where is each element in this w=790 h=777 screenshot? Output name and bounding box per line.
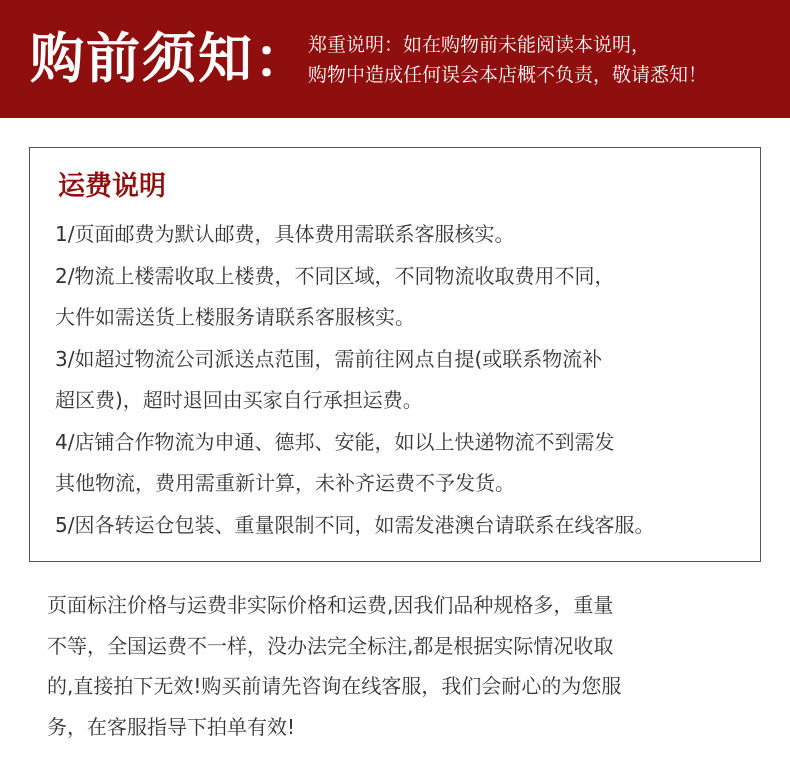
shipping-line: 4/店铺合作物流为申通、德邦、安能，如以上快递物流不到需发 [55, 429, 615, 454]
shipping-info-box [29, 147, 761, 562]
shipping-title: 运费说明 [58, 171, 166, 202]
shipping-line: 超区费)，超时退回由买家自行承担运费。 [55, 388, 423, 412]
notice-line: 购物中造成任何误会本店概不负责，敬请悉知！ [308, 64, 708, 86]
price-disclaimer [47, 585, 767, 747]
shipping-line: 大件如需送货上楼服务请联系客服核实。 [55, 305, 415, 329]
shipping-line: 其他物流，费用需重新计算，未补齐运费不予发货。 [55, 471, 515, 495]
page-title: 购前须知： [30, 27, 310, 90]
shipping-line: 5/因各转运仓包装、重量限制不同，如需发港澳台请联系在线客服。 [55, 512, 655, 537]
header-banner [0, 0, 790, 118]
notice-line: 郑重说明：如在购物前未能阅读本说明， [308, 34, 651, 56]
shipping-line: 2/物流上楼需收取上楼费，不同区域，不同物流收取费用不同， [55, 263, 615, 288]
disclaimer-line: 不等，全国运费不一样，没办法完全标注,都是根据实际情况收取 [47, 633, 614, 658]
header-notice [308, 30, 707, 90]
shipping-lines [55, 214, 760, 546]
shipping-line: 3/如超过物流公司派送点范围，需前往网点自提(或联系物流补 [55, 346, 603, 371]
disclaimer-line: 务，在客服指导下拍单有效! [47, 714, 296, 739]
disclaimer-line: 页面标注价格与运费非实际价格和运费,因我们品种规格多，重量 [47, 593, 614, 617]
disclaimer-line: 的,直接拍下无效!购买前请先咨询在线客服，我们会耐心的为您服 [47, 674, 622, 698]
shipping-line: 1/页面邮费为默认邮费，具体费用需联系客服核实。 [55, 222, 515, 246]
